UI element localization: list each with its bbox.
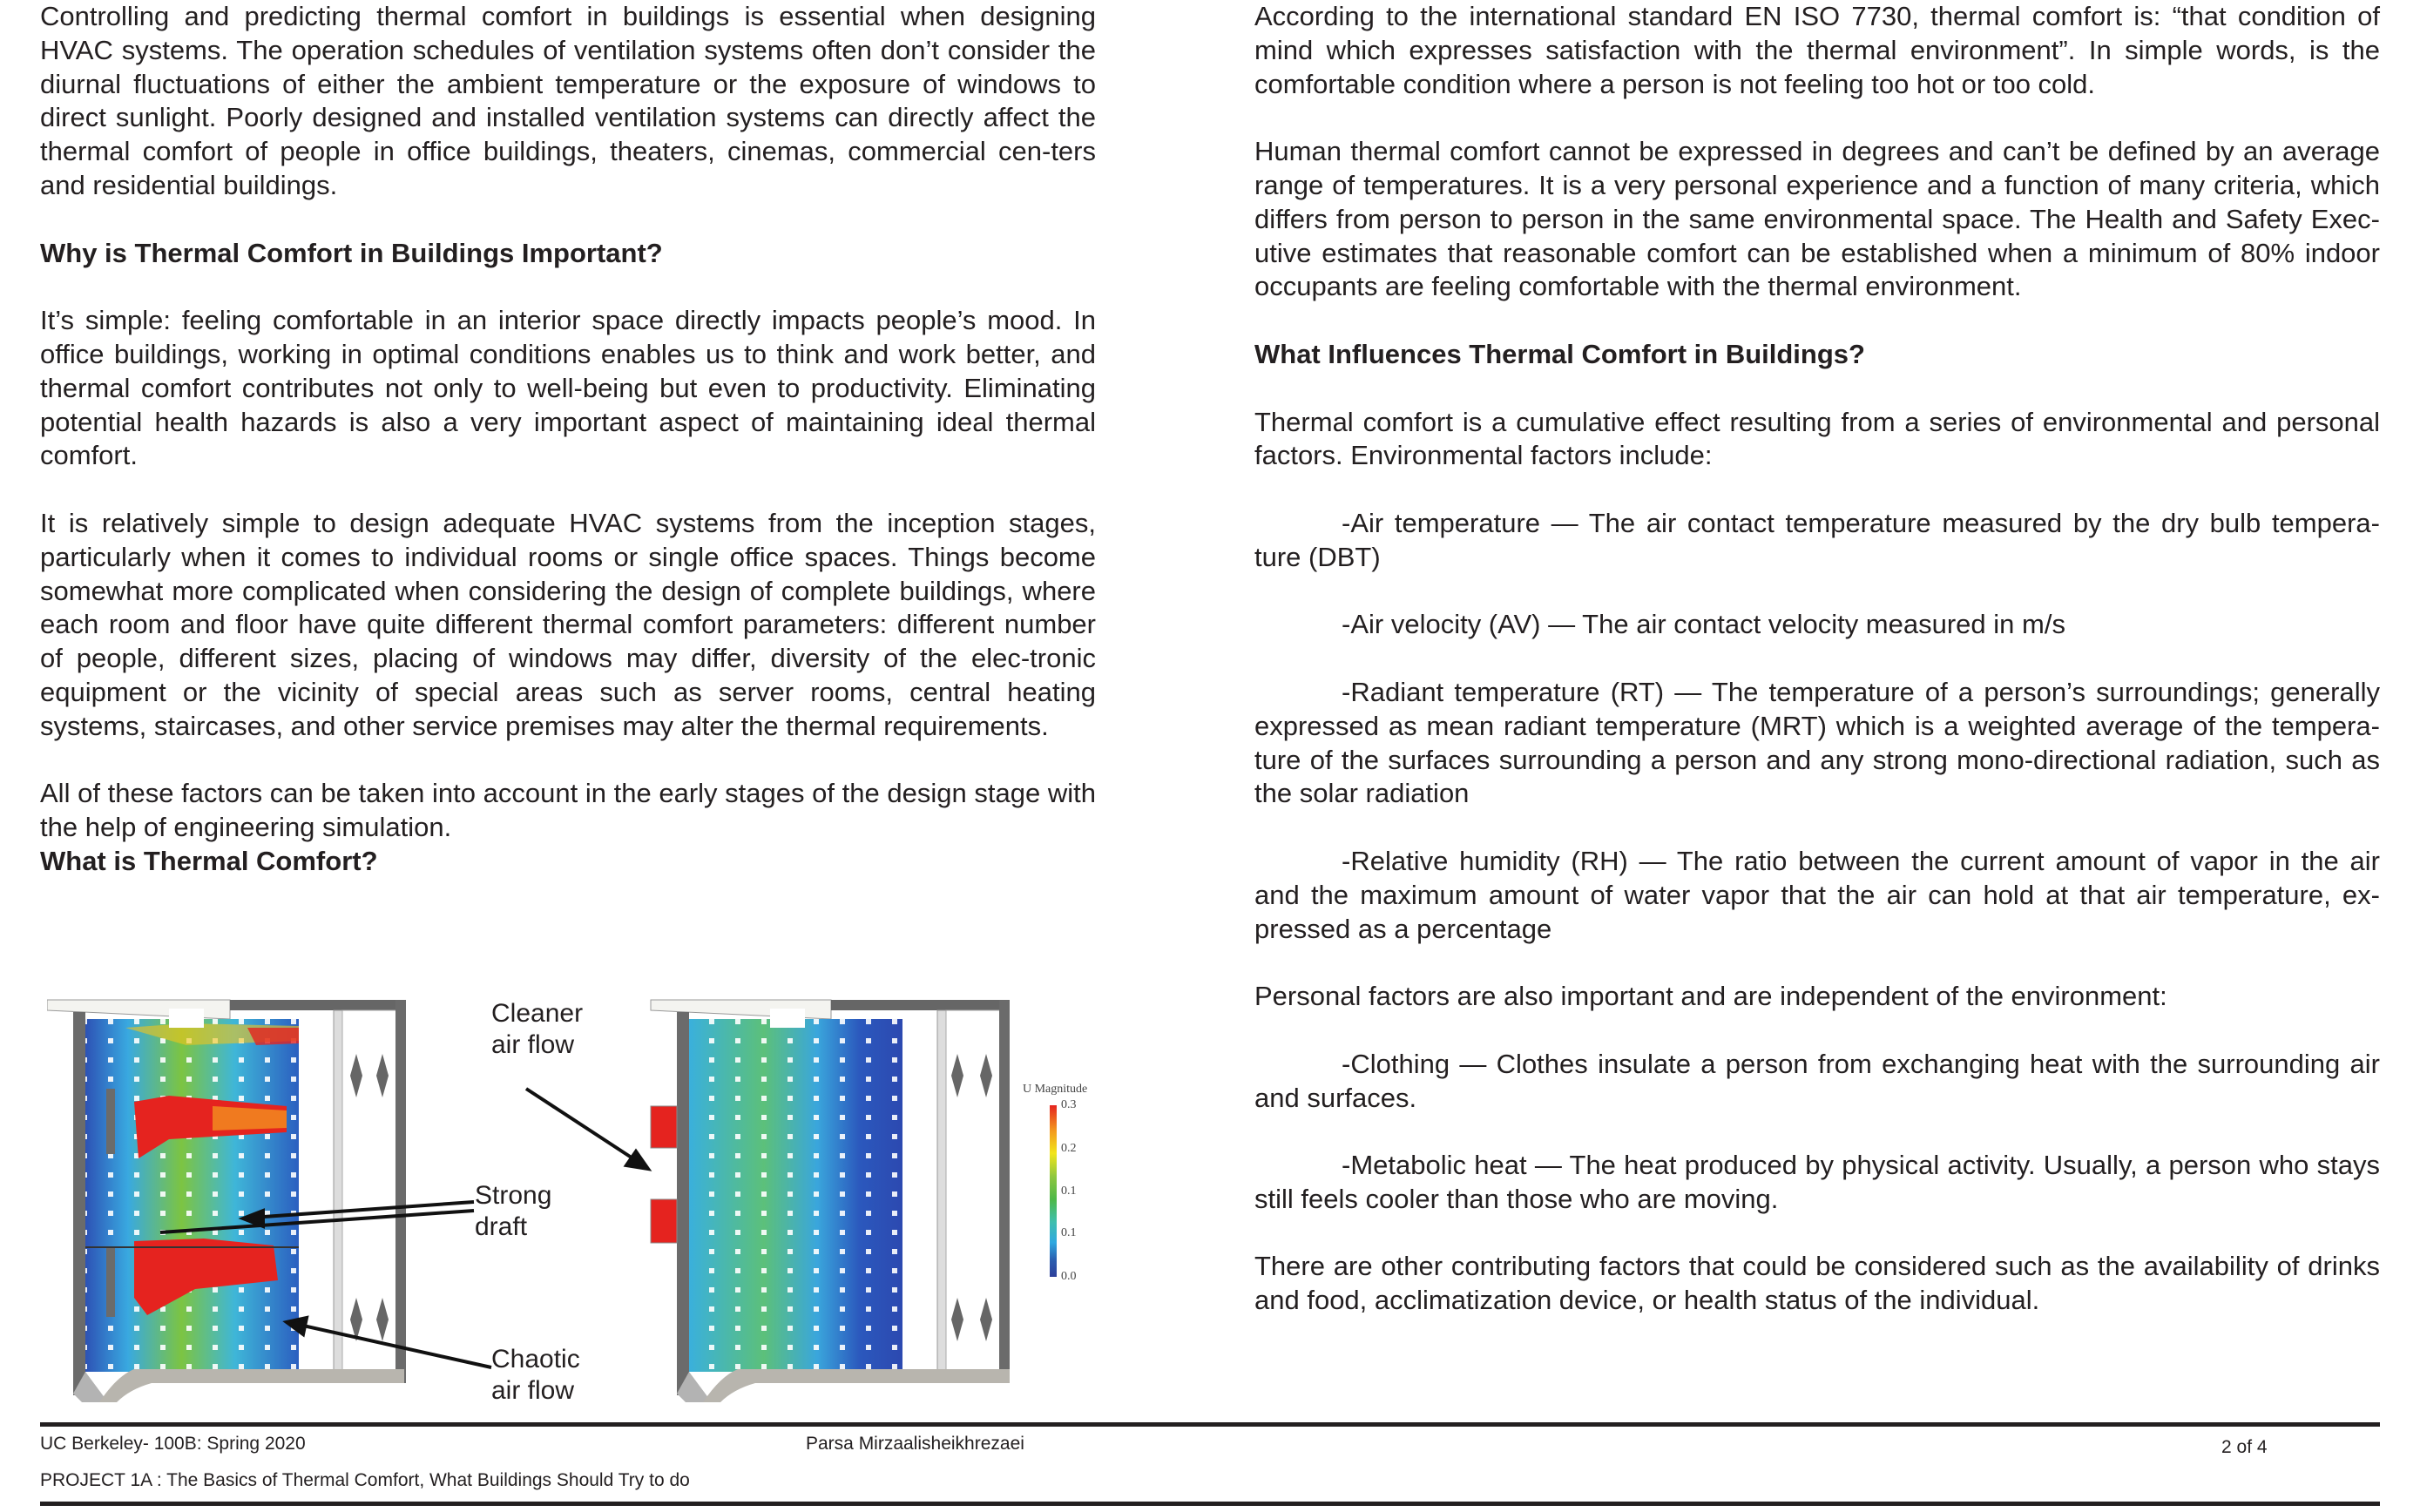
footer-course: UC Berkeley- 100B: Spring 2020 [40,1434,306,1454]
iso-definition-paragraph: According to the international standard EN ISO 7730, thermal comfort is: “that condition of mind which expresses satisfaction with the thermal environment”. In simple words, is the comfortable condition where a person is not feeling too hot or too cold. [1254,1,2380,99]
label-chaotic-air-flow: Chaotic air flow [491,1345,580,1405]
colorbar-tick: 0.1 [1061,1185,1077,1198]
why-paragraph-1: It’s simple: feeling comfortable in an interior space directly impacts people’s mood. In office buildings, working in optimal conditions enables us to think and work better, and thermal comfort contributes not only to well-being but even to productivity. Eliminating potential health hazards is also a very important aspect of maintaining ideal thermal comfort. [40,305,1096,471]
why-paragraph-2: It is relatively simple to design adequate HVAC systems from the inception stages, particularly when it comes to individual rooms or single office spaces. Things become somewhat more complicated when considering the design of complete buildings, where each room and floor have quite different thermal comfort parameters: different number of people, different sizes, placing of windows may differ, diversity of the elec-tronic equipment or the vicinity of special areas such as server rooms, central heating systems, staircases, and other service premises may alter the thermal requirements. [40,507,1096,741]
personal-factor-metabolic-heat: -Metabolic heat — The heat produced by physical activity. Usually, a person who stays still feels cooler than those who are moving. [1254,1150,2380,1214]
heading-what-is: What is Thermal Comfort? [40,845,378,876]
heading-what-influences: What Influences Thermal Comfort in Buildings? [1254,338,1865,369]
colorbar-title: U Magnitude [1023,1083,1088,1096]
other-factors-paragraph: There are other contributing factors that could be considered such as the availability of drinks and food, acclimatization device, or health status of the individual. [1254,1251,2380,1316]
footer-page-number: 2 of 4 [2221,1437,2268,1457]
footer-project-title: PROJECT 1A : The Basics of Thermal Comfort, What Buildings Should Try to do [40,1470,690,1490]
cfd-airflow-figure [47,993,1106,1405]
intro-paragraph: Controlling and predicting thermal comfort in buildings is essential when designing HVAC systems. The operation schedules of ventilation systems often don’t consider the diurnal fluctuations of either the ambient temperature or the exposure of windows to direct sunlight. Poorly designed and installed ventilation systems can directly affect the thermal comfort of people in office buildings, theaters, cinemas, commercial cen-ters and residential buildings. [40,1,1096,200]
left-column [40,0,1096,879]
why-paragraph-3: All of these factors can be taken into account in the early stages of the design stage with the help of engineering simulation. [40,778,1096,843]
personal-factors-intro: Personal factors are also important and are independent of the environment: [1254,981,2167,1012]
left-building-simulation [47,1000,406,1402]
footer-author: Parsa Mirzaalisheikhrezaei [806,1434,1024,1454]
env-factor-radiant-temperature: -Radiant temperature (RT) — The temperature of a person’s surroundings; generally expressed as mean radiant temperature (MRT) which is a weighted average of the tempera-ture of the surfaces surrounding a person and any strong mono-directional radiation, such as the solar radiation [1254,676,2380,809]
footer-top-rule [40,1422,2380,1427]
colorbar-tick: 0.2 [1061,1142,1077,1155]
cumulative-paragraph: Thermal comfort is a cumulative effect resulting from a series of environmental and personal factors. Environmental factors include: [1254,406,2380,471]
human-comfort-paragraph: Human thermal comfort cannot be expressed in degrees and can’t be defined by an average range of temperatures. It is a very personal experience and a function of many criteria, which differs from person to person in the same environmental space. The Health and Safety Exec-utive estimates that reasonable comfort can be established when a minimum of 80% indoor occupants are feeling comfortable with the thermal environment. [1254,136,2380,302]
heading-why-important: Why is Thermal Comfort in Buildings Important? [40,237,663,268]
env-factor-air-velocity: -Air velocity (AV) — The air contact velocity measured in m/s [1342,609,2065,640]
colorbar-tick: 0.3 [1061,1098,1077,1111]
env-factor-air-temperature: -Air temperature — The air contact temperature measured by the dry bulb tempera-ture (DBT) [1254,507,2380,572]
colorbar-tick: 0.1 [1061,1226,1077,1239]
right-building-simulation [651,1000,1010,1402]
colorbar-tick: 0.0 [1061,1270,1077,1283]
label-strong-draft: Strong draft [475,1181,552,1241]
label-cleaner-air-flow: Cleaner air flow [491,999,584,1059]
personal-factor-clothing: -Clothing — Clothes insulate a person from exchanging heat with the surrounding air and surfaces. [1254,1048,2380,1113]
right-column [1254,0,2380,1318]
colorbar [1050,1105,1057,1277]
env-factor-relative-humidity: -Relative humidity (RH) — The ratio between the current amount of vapor in the air and the maximum amount of water vapor that the air can hold at that air temperature, ex-pressed as a percentage [1254,845,2380,944]
footer-bottom-rule [40,1502,2380,1506]
